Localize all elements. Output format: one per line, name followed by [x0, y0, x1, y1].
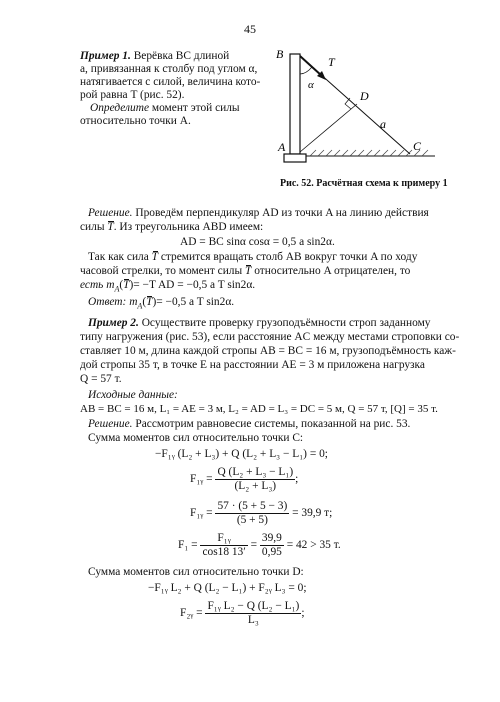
pole	[290, 54, 300, 154]
force-arrow-t	[300, 56, 322, 76]
solution1-text-4a: часовой стрелки, то момент силы	[80, 265, 243, 277]
perpendicular-ad	[300, 104, 357, 152]
solution1-text-5a: есть m	[80, 279, 115, 291]
given-label: Исходные данные:	[88, 389, 178, 401]
f1-tail: = 42 > 35 т.	[286, 539, 341, 552]
ground-hatch	[310, 150, 428, 156]
example2-line-3: ставляет 10 м, длина каждой стропы AB = BC = 16 м, грузоподъёмность каж-	[80, 345, 456, 357]
answer-label: Ответ:	[88, 296, 127, 308]
example1-line-2: a, привязанная к столбу под углом α,	[80, 63, 258, 75]
solution1-equation-1: AD = BC sinα cosα = 0,5 a sin2α.	[180, 236, 335, 248]
fraction-f1y-numeric	[215, 500, 289, 527]
fraction-numerator: F₁ᵧ	[200, 532, 247, 546]
fraction-denominator: cos18 13′	[202, 546, 246, 558]
angle-arc	[300, 67, 312, 74]
fraction-numerator: Q (L₂ + L₃ − L₁)	[217, 466, 294, 478]
fraction-f2y	[205, 600, 301, 627]
sum-moments-d: Сумма моментов сил относительно точки D:	[88, 566, 304, 578]
fraction-f1-symbolic	[200, 532, 247, 559]
example2-line-4: дой стропы 35 т, в точке E на расстоянии AE = 3 м приложена нагрузка	[80, 359, 425, 371]
fraction-denominator: (5 + 5)	[236, 514, 268, 526]
solution1-line-2	[80, 221, 263, 234]
vector-t-4: T	[123, 279, 130, 291]
f1y2-lhs: F₁ᵧ =	[190, 507, 213, 520]
label-b: B	[276, 47, 284, 61]
fraction-denominator: 0,95	[261, 546, 282, 558]
solution2-line	[88, 418, 410, 431]
fraction-denominator: L₃	[247, 614, 259, 626]
fraction-numerator: 57 · (5 + 5 − 3)	[217, 500, 288, 512]
label-alpha: α	[308, 79, 314, 91]
f1-equals: =	[250, 539, 258, 552]
equation-f2y	[180, 600, 305, 627]
f1y2-tail: = 39,9 т;	[292, 507, 333, 520]
example2-line-1	[88, 317, 430, 330]
solution2-label: Решение.	[88, 418, 133, 430]
f1-lhs: F₁ =	[178, 539, 198, 552]
moment-subscript-1: A	[114, 284, 120, 294]
equation-f1y-numeric	[190, 500, 332, 527]
sum-moments-c: Сумма моментов сил относительно точки C:	[88, 432, 304, 444]
solution2-text: Рассмотрим равновесие системы, показанной на рис. 53.	[135, 418, 411, 430]
right-angle-marker	[345, 98, 351, 109]
fraction-denominator: (L₂ + L₃)	[234, 480, 277, 492]
page-number: 45	[244, 22, 256, 36]
f2y-lhs: F₂ᵧ =	[180, 607, 203, 620]
solution1-text-3a: Так как сила	[88, 251, 149, 263]
label-d: D	[360, 89, 369, 103]
moment-subscript-2: A	[137, 301, 143, 311]
example1-line-1	[80, 50, 229, 63]
equation-moments-c: −F₁ᵧ (L₂ + L₃) + Q (L₂ + L₃ − L₁) = 0;	[155, 448, 328, 460]
example2-text-1: Осуществите проверку грузоподъёмности строп заданному	[141, 317, 431, 329]
example1-task-text: момент этой силы	[151, 102, 240, 114]
example1-title: Пример 1.	[80, 50, 131, 62]
fraction-numerator: F₁ᵧ L₂ − Q (L₂ − L₁)	[207, 600, 300, 612]
equation-moments-d: −F₁ᵧ L₂ + Q (L₂ − L₁) + F₂ᵧ L₃ = 0;	[148, 582, 307, 594]
fraction-f1-numeric	[260, 532, 284, 559]
f2y-tail: ;	[301, 607, 305, 620]
f1y-tail: ;	[295, 473, 299, 486]
given-line: AB = BC = 16 м, L₁ = AE = 3 м, L₂ = AD = L₃ = DC = 5 м, Q = 57 т, [Q] = 35 т.	[80, 403, 438, 415]
vector-t-3: T	[245, 265, 252, 277]
label-c: C	[413, 139, 422, 153]
example1-line-4: рой равна T (рис. 52).	[80, 89, 185, 101]
example1-task-label: Определите	[90, 102, 150, 114]
example2-title: Пример 2.	[88, 317, 139, 329]
equation-f1y-symbolic	[190, 466, 298, 493]
solution1-text-2b: . Из треугольника ABD имеем:	[113, 221, 264, 233]
solution1-text-4b: относительно A отрицателен, то	[254, 265, 411, 277]
solution1-text-2a: силы	[80, 221, 105, 233]
solution1-line-1	[88, 207, 429, 220]
solution1-line-4	[80, 265, 410, 278]
vector-t-2: T	[151, 251, 159, 263]
label-a-point: A	[278, 140, 286, 154]
answer-moment: m	[129, 296, 138, 308]
figure-52-caption: Рис. 52. Расчётная схема к примеру 1	[280, 178, 448, 189]
fraction-f1y	[215, 466, 295, 493]
solution1-line-3	[88, 251, 417, 264]
label-a: a	[380, 117, 386, 131]
example1-text-1: Верёвка BC длиной	[133, 50, 230, 62]
solution1-label: Решение.	[88, 207, 133, 219]
vector-t-1: T	[107, 221, 114, 233]
solution1-text-5b: = −T AD = −0,5 a T sin2α.	[133, 279, 256, 291]
example2-line-5: Q = 57 т.	[80, 373, 122, 385]
fraction-numerator: 39,9	[261, 532, 282, 544]
f1y-lhs: F₁ᵧ =	[190, 473, 213, 486]
solution1-text-3b: стремится вращать столб AB вокруг точки A по ходу	[160, 251, 418, 263]
example1-line-3: натягивается с силой, величина кото-	[80, 76, 261, 88]
example1-task-line-2: относительно точки A.	[80, 115, 191, 127]
answer-value: = −0,5 a T sin2α.	[156, 296, 235, 308]
solution1-line-5: есть $m_A(T)= -T$ AD = −0,5 a T sin2α.	[80, 279, 256, 294]
pole-base	[284, 154, 306, 162]
figure-52-diagram	[270, 44, 450, 174]
solution1-text-1: Проведём перпендикуляр AD из точки A на линию действия	[135, 207, 429, 219]
example2-line-2: типу нагружения (рис. 53), если расстояние AC между местами строповки со-	[80, 331, 460, 343]
answer-line: Ответ: $m_A(T)= -0,5$ a T sin2α.	[88, 296, 235, 311]
equation-f1	[178, 532, 341, 559]
vector-t-5: T	[146, 296, 153, 308]
example1-task-line-1	[90, 102, 240, 115]
label-t: T	[328, 55, 335, 69]
